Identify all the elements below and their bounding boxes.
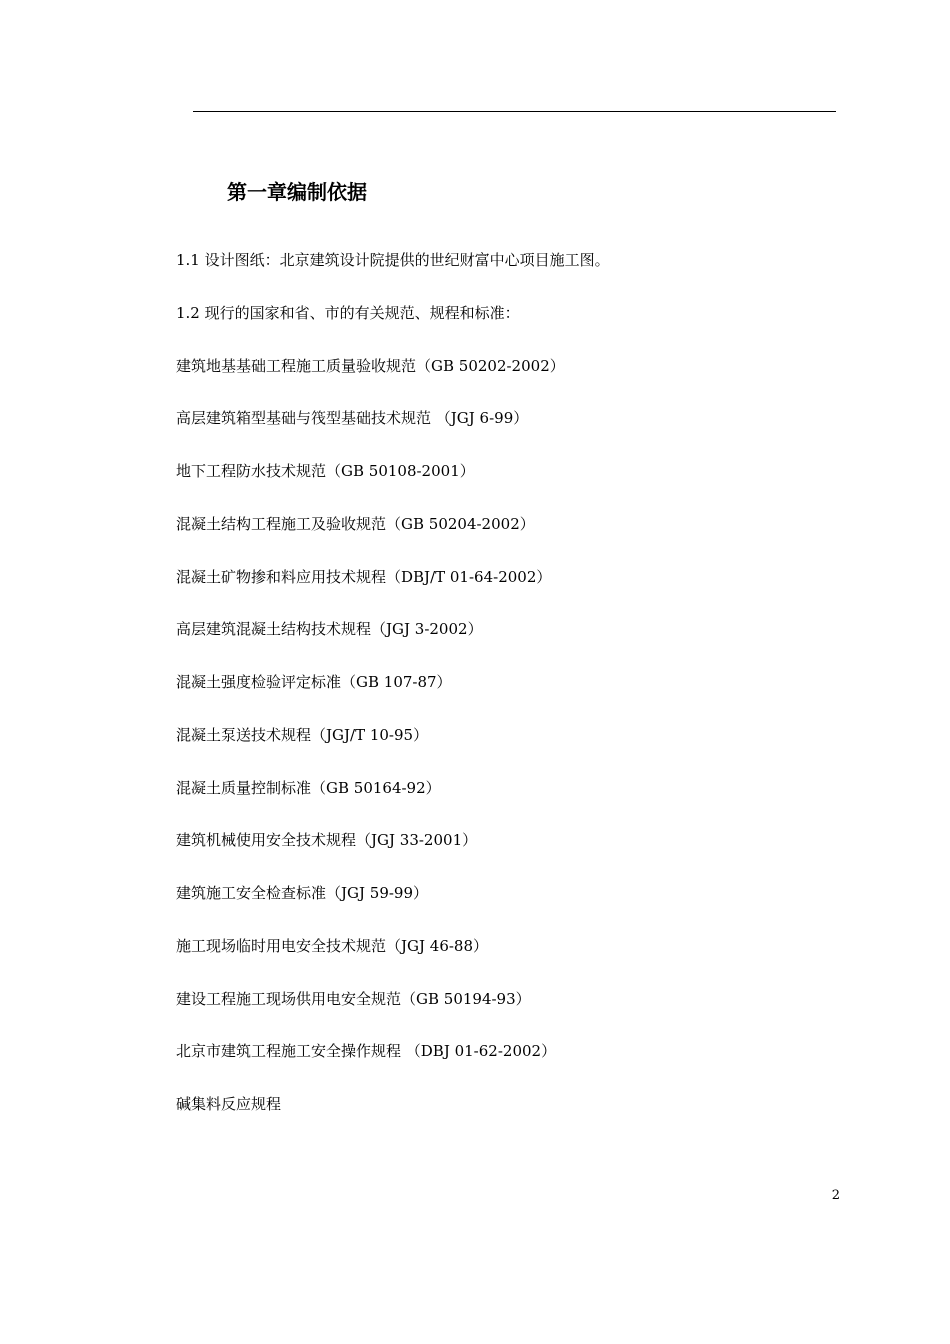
standard-item: 建筑施工安全检查标准（JGJ 59-99） <box>176 884 429 902</box>
standard-item: 高层建筑箱型基础与筏型基础技术规范 （JGJ 6-99） <box>176 409 529 428</box>
standard-item: 建筑机械使用安全技术规程（JGJ 33-2001） <box>176 831 478 850</box>
paragraph-design-drawings: 1.1 设计图纸：北京建筑设计院提供的世纪财富中心项目施工图。 <box>176 251 610 269</box>
standard-item: 建筑地基基础工程施工质量验收规范（GB 50202-2002） <box>176 356 565 375</box>
document-body <box>176 248 856 1145</box>
standard-item: 混凝土矿物掺和料应用技术规程（DBJ/T 01-64-2002） <box>176 567 552 586</box>
standard-item: 混凝土质量控制标准（GB 50164-92） <box>176 778 441 797</box>
standard-item: 混凝土结构工程施工及验收规范（GB 50204-2002） <box>176 514 535 533</box>
standard-item: 高层建筑混凝土结构技术规程（JGJ 3-2002） <box>176 620 483 639</box>
chapter-title: 第一章编制依据 <box>227 180 367 204</box>
standard-item: 建设工程施工现场供用电安全规范（GB 50194-93） <box>176 989 531 1008</box>
standard-item: 混凝土泵送技术规程（JGJ/T 10-95） <box>176 725 429 744</box>
page-number: 2 <box>831 1188 840 1203</box>
paragraph-standards-intro: 1.2 现行的国家和省、市的有关规范、规程和标准： <box>176 303 520 322</box>
standard-item: 混凝土强度检验评定标准（GB 107-87） <box>176 673 452 691</box>
standard-item: 施工现场临时用电安全技术规范（JGJ 46-88） <box>176 936 489 955</box>
header-rule <box>193 111 836 112</box>
standard-item: 北京市建筑工程施工安全操作规程 （DBJ 01-62-2002） <box>176 1042 557 1061</box>
standard-item: 碱集料反应规程 <box>176 1095 282 1113</box>
standard-item: 地下工程防水技术规范（GB 50108-2001） <box>176 462 475 480</box>
